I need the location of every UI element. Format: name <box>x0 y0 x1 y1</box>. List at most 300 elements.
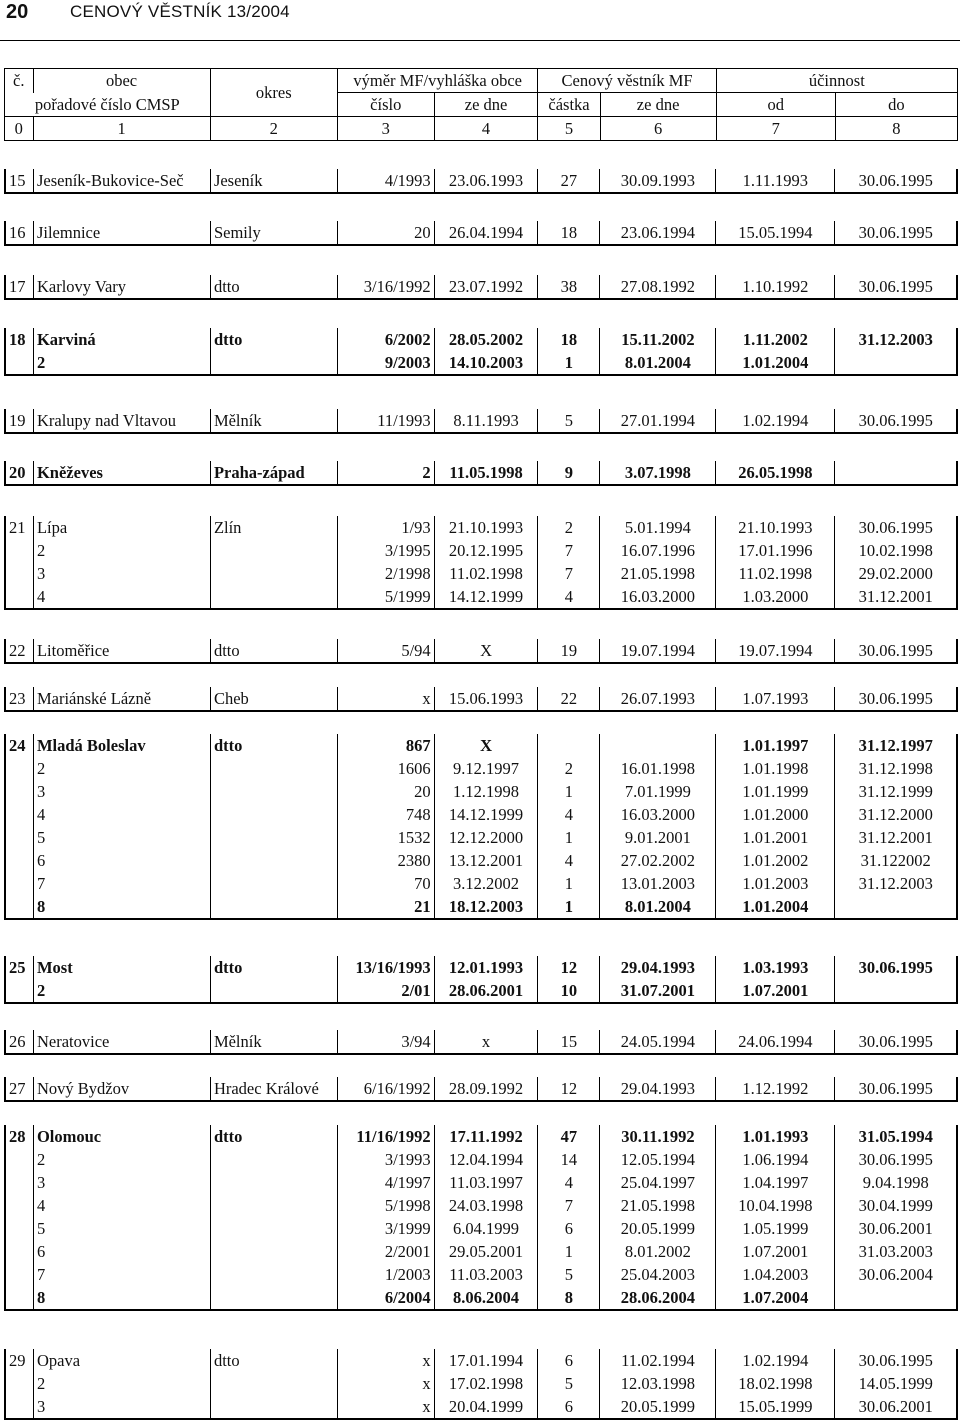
issue-date: 21.05.1998 <box>600 562 716 585</box>
issue-number: 6 <box>538 1349 600 1372</box>
municipality: Opava <box>33 1349 210 1372</box>
row-number: 15 <box>5 169 33 193</box>
decision-date: 11.02.1998 <box>434 562 538 585</box>
row-number: 20 <box>5 461 33 485</box>
col-header-c: č. <box>5 69 34 93</box>
col-header-od: od <box>716 93 835 117</box>
issue-number: 14 <box>538 1148 600 1171</box>
valid-to: 30.06.1995 <box>835 409 957 433</box>
municipality-group <box>4 461 958 486</box>
municipality: 2 <box>33 979 210 1003</box>
decision-date: 17.01.1994 <box>434 1349 538 1372</box>
valid-to: 31.05.1994 <box>835 1125 957 1148</box>
valid-to: 31.12.1999 <box>835 780 957 803</box>
issue-number: 1 <box>538 826 600 849</box>
table-row <box>5 780 957 803</box>
decision-number: 3/16/1992 <box>338 275 435 299</box>
valid-to: 30.06.1995 <box>835 1077 957 1101</box>
district: Mělník <box>210 409 337 433</box>
issue-date: 16.01.1998 <box>600 757 716 780</box>
issue-date: 8.01.2004 <box>600 351 716 375</box>
decision-date: 17.02.1998 <box>434 1372 538 1395</box>
decision-number: 1/2003 <box>338 1263 435 1286</box>
district <box>210 1395 337 1419</box>
municipality: Kralupy nad Vltavou <box>33 409 210 433</box>
table-row <box>5 1030 957 1054</box>
municipality: 4 <box>33 1194 210 1217</box>
valid-from: 1.07.2001 <box>716 979 835 1003</box>
decision-date: 24.03.1998 <box>434 1194 538 1217</box>
district: Cheb <box>210 687 337 711</box>
valid-from: 17.01.1996 <box>716 539 835 562</box>
decision-date: 9.12.1997 <box>434 757 538 780</box>
valid-to: 30.04.1999 <box>835 1194 957 1217</box>
valid-to: 30.06.2001 <box>835 1395 957 1419</box>
decision-number: 1532 <box>338 826 435 849</box>
decision-number: x <box>338 1372 435 1395</box>
column-header-table <box>4 68 958 141</box>
municipality: 7 <box>33 1263 210 1286</box>
issue-date: 21.05.1998 <box>600 1194 716 1217</box>
issue-date: 12.03.1998 <box>600 1372 716 1395</box>
municipality: 6 <box>33 1240 210 1263</box>
decision-number: 13/16/1993 <box>338 956 435 979</box>
issue-date: 16.03.2000 <box>600 803 716 826</box>
district: Zlín <box>210 516 337 539</box>
table-row <box>5 956 957 979</box>
decision-date: x <box>434 1030 538 1054</box>
municipality-group <box>4 169 958 194</box>
issue-date: 25.04.2003 <box>600 1263 716 1286</box>
row-number <box>5 1194 33 1217</box>
col-header-ucinnost: účinnost <box>716 69 957 93</box>
issue-number: 4 <box>538 803 600 826</box>
decision-number: 21 <box>338 895 435 919</box>
district: dtto <box>210 956 337 979</box>
decision-number: 3/94 <box>338 1030 435 1054</box>
valid-from: 1.01.2001 <box>716 826 835 849</box>
district <box>210 757 337 780</box>
col-header-vestnik: Cenový věstník MF <box>538 69 716 93</box>
issue-number: 2 <box>538 516 600 539</box>
valid-from: 1.06.1994 <box>716 1148 835 1171</box>
col-number: 4 <box>434 117 538 141</box>
decision-number: 6/16/1992 <box>338 1077 435 1101</box>
row-number <box>5 1372 33 1395</box>
col-header-do: do <box>835 93 957 117</box>
decision-number: 1606 <box>338 757 435 780</box>
decision-number: 3/1999 <box>338 1217 435 1240</box>
decision-number: x <box>338 687 435 711</box>
valid-from: 1.02.1994 <box>716 409 835 433</box>
decision-number: 9/2003 <box>338 351 435 375</box>
municipality: 4 <box>33 803 210 826</box>
page-number: 20 <box>6 1 29 23</box>
valid-from: 1.01.2000 <box>716 803 835 826</box>
district <box>210 1217 337 1240</box>
municipality: 2 <box>33 1372 210 1395</box>
district: dtto <box>210 1125 337 1148</box>
decision-date: 3.12.2002 <box>434 872 538 895</box>
decision-number: 20 <box>338 221 435 245</box>
table-row <box>5 1125 957 1148</box>
decision-date: 12.01.1993 <box>434 956 538 979</box>
table-row <box>5 1240 957 1263</box>
issue-number: 4 <box>538 585 600 609</box>
issue-number: 5 <box>538 409 600 433</box>
issue-date: 28.06.2004 <box>600 1286 716 1310</box>
municipality: 8 <box>33 1286 210 1310</box>
decision-date: 11.03.1997 <box>434 1171 538 1194</box>
decision-number: 5/1998 <box>338 1194 435 1217</box>
valid-from: 1.01.1993 <box>716 1125 835 1148</box>
municipality: 2 <box>33 539 210 562</box>
district <box>210 539 337 562</box>
municipality-group <box>4 409 958 434</box>
valid-to <box>835 461 957 485</box>
table-row <box>5 826 957 849</box>
issue-number <box>538 734 600 757</box>
valid-from: 11.02.1998 <box>716 562 835 585</box>
valid-from: 10.04.1998 <box>716 1194 835 1217</box>
issue-number: 8 <box>538 1286 600 1310</box>
district <box>210 849 337 872</box>
row-number: 22 <box>5 639 33 663</box>
valid-from: 1.03.1993 <box>716 956 835 979</box>
issue-date: 11.02.1994 <box>600 1349 716 1372</box>
decision-date: 20.04.1999 <box>434 1395 538 1419</box>
district <box>210 351 337 375</box>
district: Mělník <box>210 1030 337 1054</box>
decision-date: 11.05.1998 <box>434 461 538 485</box>
valid-to: 9.04.1998 <box>835 1171 957 1194</box>
valid-from: 1.04.2003 <box>716 1263 835 1286</box>
municipality: 7 <box>33 872 210 895</box>
issue-date: 9.01.2001 <box>600 826 716 849</box>
municipality: 2 <box>33 1148 210 1171</box>
issue-date: 27.01.1994 <box>600 409 716 433</box>
issue-number: 6 <box>538 1217 600 1240</box>
table-row <box>5 687 957 711</box>
col-header-okres: okres <box>210 69 337 117</box>
col-number: 6 <box>600 117 716 141</box>
valid-to: 31.12.2003 <box>835 872 957 895</box>
valid-to: 31.12.1997 <box>835 734 957 757</box>
decision-date: 28.05.2002 <box>434 328 538 351</box>
decision-number: x <box>338 1349 435 1372</box>
table-row <box>5 585 957 609</box>
issue-number: 10 <box>538 979 600 1003</box>
issue-date: 24.05.1994 <box>600 1030 716 1054</box>
district: dtto <box>210 734 337 757</box>
row-number <box>5 1171 33 1194</box>
row-number: 16 <box>5 221 33 245</box>
district <box>210 895 337 919</box>
valid-from: 1.03.2000 <box>716 585 835 609</box>
table-row <box>5 872 957 895</box>
table-row <box>5 1372 957 1395</box>
decision-number: 4/1993 <box>338 169 435 193</box>
municipality: Most <box>33 956 210 979</box>
col-header-castka: částka <box>538 93 600 117</box>
table-row <box>5 1263 957 1286</box>
issue-number: 19 <box>538 639 600 663</box>
municipality: Karlovy Vary <box>33 275 210 299</box>
issue-date: 13.01.2003 <box>600 872 716 895</box>
table-row <box>5 757 957 780</box>
table-row <box>5 461 957 485</box>
decision-number: 1/93 <box>338 516 435 539</box>
decision-number: 6/2004 <box>338 1286 435 1310</box>
decision-date: 29.05.2001 <box>434 1240 538 1263</box>
table-row <box>5 409 957 433</box>
table-row <box>5 516 957 539</box>
row-number: 18 <box>5 328 33 351</box>
valid-to: 30.06.2004 <box>835 1263 957 1286</box>
valid-to: 14.05.1999 <box>835 1372 957 1395</box>
district <box>210 780 337 803</box>
municipality: 8 <box>33 895 210 919</box>
municipality-group <box>4 328 958 376</box>
issue-date: 29.04.1993 <box>600 956 716 979</box>
row-number <box>5 539 33 562</box>
row-number <box>5 780 33 803</box>
valid-from: 1.01.2004 <box>716 351 835 375</box>
decision-date: 14.12.1999 <box>434 803 538 826</box>
municipality-group <box>4 221 958 246</box>
municipality: 5 <box>33 826 210 849</box>
decision-number: 2/1998 <box>338 562 435 585</box>
valid-from: 19.07.1994 <box>716 639 835 663</box>
issue-date: 16.07.1996 <box>600 539 716 562</box>
municipality-group <box>4 1030 958 1055</box>
decision-date: 18.12.2003 <box>434 895 538 919</box>
issue-number: 18 <box>538 221 600 245</box>
row-number <box>5 803 33 826</box>
district: Praha-západ <box>210 461 337 485</box>
valid-to: 31.12.2001 <box>835 826 957 849</box>
decision-number: 867 <box>338 734 435 757</box>
district: dtto <box>210 275 337 299</box>
district <box>210 803 337 826</box>
municipality-group <box>4 639 958 664</box>
issue-number: 1 <box>538 895 600 919</box>
valid-to: 31.03.2003 <box>835 1240 957 1263</box>
col-number: 2 <box>210 117 337 141</box>
issue-date: 5.01.1994 <box>600 516 716 539</box>
issue-date: 16.03.2000 <box>600 585 716 609</box>
issue-number: 1 <box>538 780 600 803</box>
journal-title: CENOVÝ VĚSTNÍK 13/2004 <box>70 2 290 21</box>
municipality: 4 <box>33 585 210 609</box>
decision-date: 23.06.1993 <box>434 169 538 193</box>
table-row <box>5 979 957 1003</box>
valid-to <box>835 979 957 1003</box>
valid-from: 15.05.1994 <box>716 221 835 245</box>
table-row <box>5 328 957 351</box>
district <box>210 562 337 585</box>
col-number: 7 <box>716 117 835 141</box>
decision-number: 5/1999 <box>338 585 435 609</box>
valid-to: 30.06.1995 <box>835 169 957 193</box>
row-number <box>5 895 33 919</box>
col-number: 8 <box>835 117 957 141</box>
decision-date: X <box>434 734 538 757</box>
header-rule <box>0 40 960 41</box>
row-number <box>5 1286 33 1310</box>
municipality-group <box>4 734 958 920</box>
valid-to: 31.12.1998 <box>835 757 957 780</box>
row-number: 19 <box>5 409 33 433</box>
col-header-obec: obec <box>33 69 210 93</box>
district <box>210 1263 337 1286</box>
issue-date: 8.01.2002 <box>600 1240 716 1263</box>
valid-from: 1.12.1992 <box>716 1077 835 1101</box>
valid-to: 30.06.1995 <box>835 516 957 539</box>
issue-number: 18 <box>538 328 600 351</box>
issue-date: 8.01.2004 <box>600 895 716 919</box>
municipality: 6 <box>33 849 210 872</box>
issue-number: 7 <box>538 539 600 562</box>
decision-number: 2/01 <box>338 979 435 1003</box>
table-row <box>5 1217 957 1240</box>
row-number <box>5 826 33 849</box>
valid-from: 1.07.2001 <box>716 1240 835 1263</box>
decision-number: 3/1995 <box>338 539 435 562</box>
issue-number: 6 <box>538 1395 600 1419</box>
valid-from: 15.05.1999 <box>716 1395 835 1419</box>
row-number: 29 <box>5 1349 33 1372</box>
district: dtto <box>210 1349 337 1372</box>
row-number: 25 <box>5 956 33 979</box>
valid-from: 1.04.1997 <box>716 1171 835 1194</box>
table-row <box>5 562 957 585</box>
valid-to: 31.12.2001 <box>835 585 957 609</box>
municipality: Nový Bydžov <box>33 1077 210 1101</box>
table-row <box>5 539 957 562</box>
table-row <box>5 734 957 757</box>
valid-to: 30.06.1995 <box>835 1148 957 1171</box>
valid-to <box>835 895 957 919</box>
decision-number: 2/2001 <box>338 1240 435 1263</box>
row-number <box>5 757 33 780</box>
col-header-poradove: pořadové číslo CMSP <box>5 93 211 117</box>
issue-number: 38 <box>538 275 600 299</box>
district <box>210 1194 337 1217</box>
municipality: Jeseník-Bukovice-Seč <box>33 169 210 193</box>
issue-number: 7 <box>538 1194 600 1217</box>
issue-number: 47 <box>538 1125 600 1148</box>
municipality: 3 <box>33 562 210 585</box>
valid-to: 31.12.2003 <box>835 328 957 351</box>
issue-number: 12 <box>538 956 600 979</box>
valid-to: 10.02.1998 <box>835 539 957 562</box>
decision-number: 2380 <box>338 849 435 872</box>
decision-number: 4/1997 <box>338 1171 435 1194</box>
issue-date: 27.08.1992 <box>600 275 716 299</box>
valid-from: 1.05.1999 <box>716 1217 835 1240</box>
municipality: Olomouc <box>33 1125 210 1148</box>
valid-to: 30.06.1995 <box>835 1030 957 1054</box>
decision-date: 23.07.1992 <box>434 275 538 299</box>
col-number: 1 <box>33 117 210 141</box>
issue-date: 29.04.1993 <box>600 1077 716 1101</box>
decision-date: 8.11.1993 <box>434 409 538 433</box>
district: Jeseník <box>210 169 337 193</box>
valid-to: 30.06.1995 <box>835 639 957 663</box>
valid-to: 30.06.1995 <box>835 687 957 711</box>
decision-date: 13.12.2001 <box>434 849 538 872</box>
issue-date: 30.11.1992 <box>600 1125 716 1148</box>
district <box>210 1240 337 1263</box>
municipality: Kněževes <box>33 461 210 485</box>
decision-number: 11/16/1992 <box>338 1125 435 1148</box>
row-number <box>5 1395 33 1419</box>
issue-number: 27 <box>538 169 600 193</box>
row-number <box>5 585 33 609</box>
municipality: 2 <box>33 757 210 780</box>
district <box>210 826 337 849</box>
municipality: Jilemnice <box>33 221 210 245</box>
row-number <box>5 1240 33 1263</box>
valid-to: 30.06.1995 <box>835 275 957 299</box>
valid-from: 1.01.1999 <box>716 780 835 803</box>
decision-number: 70 <box>338 872 435 895</box>
col-header-cislo: číslo <box>337 93 434 117</box>
district <box>210 1372 337 1395</box>
valid-to: 30.06.2001 <box>835 1217 957 1240</box>
district: Semily <box>210 221 337 245</box>
col-number: 0 <box>5 117 34 141</box>
district: Hradec Králové <box>210 1077 337 1101</box>
table-row <box>5 849 957 872</box>
decision-number: 2 <box>338 461 435 485</box>
table-row <box>5 275 957 299</box>
municipality-group <box>4 1349 958 1420</box>
row-number <box>5 1148 33 1171</box>
decision-number: 6/2002 <box>338 328 435 351</box>
row-number: 26 <box>5 1030 33 1054</box>
valid-from: 1.01.1997 <box>716 734 835 757</box>
table-row <box>5 351 957 375</box>
col-header-ze-dne-2: ze dne <box>600 93 716 117</box>
issue-number: 15 <box>538 1030 600 1054</box>
table-row <box>5 1349 957 1372</box>
decision-number: 3/1993 <box>338 1148 435 1171</box>
valid-to <box>835 1286 957 1310</box>
district <box>210 1286 337 1310</box>
issue-number: 22 <box>538 687 600 711</box>
district <box>210 1171 337 1194</box>
valid-to <box>835 351 957 375</box>
row-number: 24 <box>5 734 33 757</box>
issue-date <box>600 734 716 757</box>
col-number: 5 <box>538 117 600 141</box>
decision-date: 28.06.2001 <box>434 979 538 1003</box>
valid-from: 1.01.2002 <box>716 849 835 872</box>
decision-number: 20 <box>338 780 435 803</box>
issue-date: 31.07.2001 <box>600 979 716 1003</box>
col-header-vymer: výměr MF/vyhláška obce <box>337 69 538 93</box>
valid-to: 29.02.2000 <box>835 562 957 585</box>
municipality: 5 <box>33 1217 210 1240</box>
issue-number: 1 <box>538 351 600 375</box>
row-number <box>5 1217 33 1240</box>
valid-from: 1.07.1993 <box>716 687 835 711</box>
municipality-group <box>4 687 958 712</box>
decision-number: x <box>338 1395 435 1419</box>
valid-from: 1.02.1994 <box>716 1349 835 1372</box>
